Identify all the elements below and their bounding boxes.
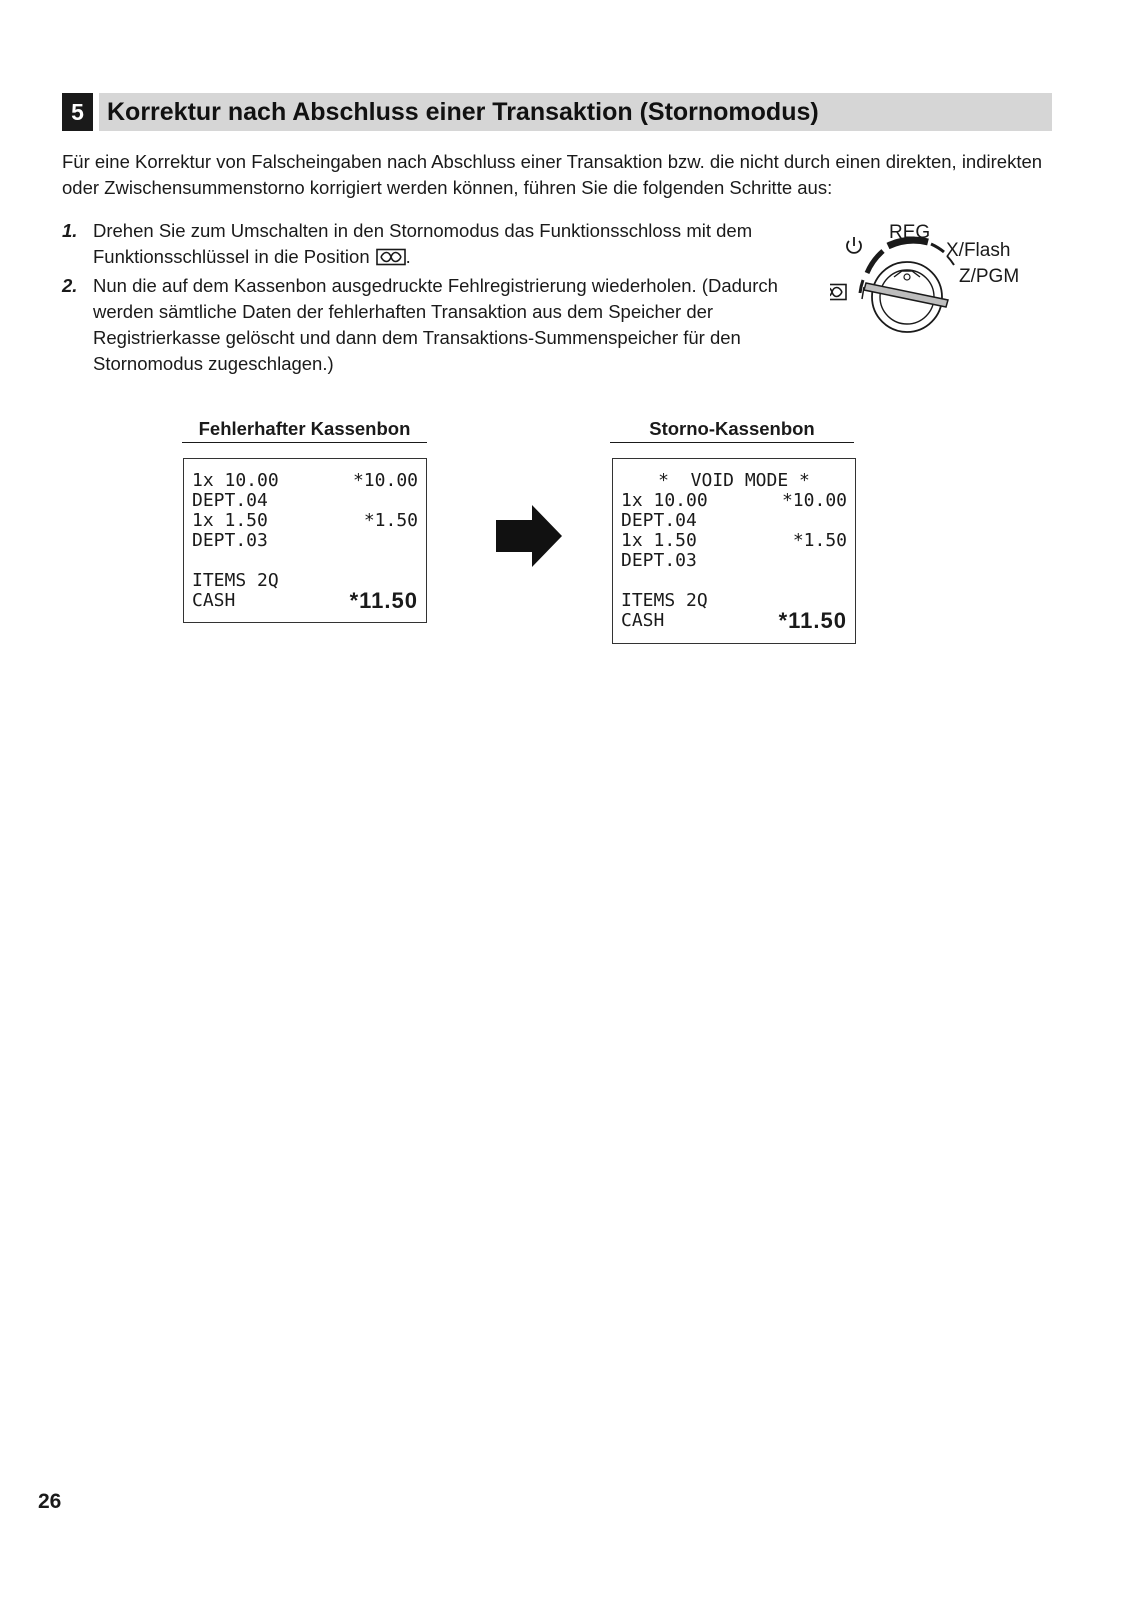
receipt-line: 1x 10.00 *10.00 [192, 470, 418, 491]
arrow-right-icon [496, 505, 562, 567]
power-icon [847, 237, 861, 253]
step-2 [62, 273, 842, 377]
cash-label: CASH [192, 590, 236, 611]
key-icon [862, 283, 948, 307]
total-amount: *11.50 [349, 588, 418, 613]
mode-label-reg: REG [889, 222, 931, 243]
receipt-items: ITEMS 2Q [192, 570, 279, 591]
receipt-line: DEPT.03 [621, 550, 697, 571]
receipt-line: 1x 1.50 *1.50 [621, 530, 847, 551]
intro-paragraph: Für eine Korrektur von Falscheingaben nach Abschluss einer Transaktion bzw. die nicht durch einen direkten, indirekten oder Zwischensummenstorno korrigiert werden können, führen Sie die folgenden Schritte aus: [62, 151, 1043, 198]
section-number: 5 [62, 93, 93, 131]
step-suffix: . [405, 246, 411, 267]
section-header [62, 93, 1052, 131]
receipt-line: DEPT.04 [192, 490, 268, 511]
step-text: Nun die auf dem Kassenbon ausgedruckte Fehlregistrierung wiederholen. (Dadurch werden sämtliche Daten der fehlerhaften Transaktion aus dem Speicher der Registrierkasse gelöscht und dann dem Transaktions-Summenspeicher für den Stornomodus zugeschlagen.) [93, 275, 778, 374]
cash-label: CASH [621, 610, 665, 631]
page-number: 26 [38, 1490, 62, 1513]
receipt-total [192, 588, 418, 613]
void-mode-icon [830, 285, 846, 300]
void-mode-icon [376, 247, 406, 273]
mode-label-z-pgm: Z/PGM [959, 266, 1020, 287]
void-mode-header: * VOID MODE * [658, 470, 810, 491]
receipt-line: DEPT.04 [621, 510, 697, 531]
receipt-line: DEPT.03 [192, 530, 268, 551]
section-title: Korrektur nach Abschluss einer Transaktion (Stornomodus) [99, 93, 1052, 131]
step-number: 1. [62, 220, 78, 241]
receipt-items: ITEMS 2Q [621, 590, 708, 611]
faulty-receipt [183, 458, 427, 623]
step-number: 2. [62, 275, 78, 296]
steps-list [62, 218, 842, 377]
faulty-receipt-title: Fehlerhafter Kassenbon [182, 418, 427, 443]
step-1 [62, 218, 842, 273]
receipt-line: 1x 10.00 *10.00 [621, 490, 847, 511]
receipt-total [621, 608, 847, 633]
receipt-line: 1x 1.50 *1.50 [192, 510, 418, 531]
step-text: Drehen Sie zum Umschalten in den Stornomodus das Funktionsschloss mit dem Funktionsschlüssel in die Position [93, 220, 753, 267]
void-receipt [612, 458, 856, 644]
void-receipt-title: Storno-Kassenbon [610, 418, 854, 443]
mode-label-x-flash: X/Flash [946, 240, 1011, 261]
total-amount: *11.50 [778, 608, 847, 633]
mode-switch-diagram [830, 215, 1060, 355]
